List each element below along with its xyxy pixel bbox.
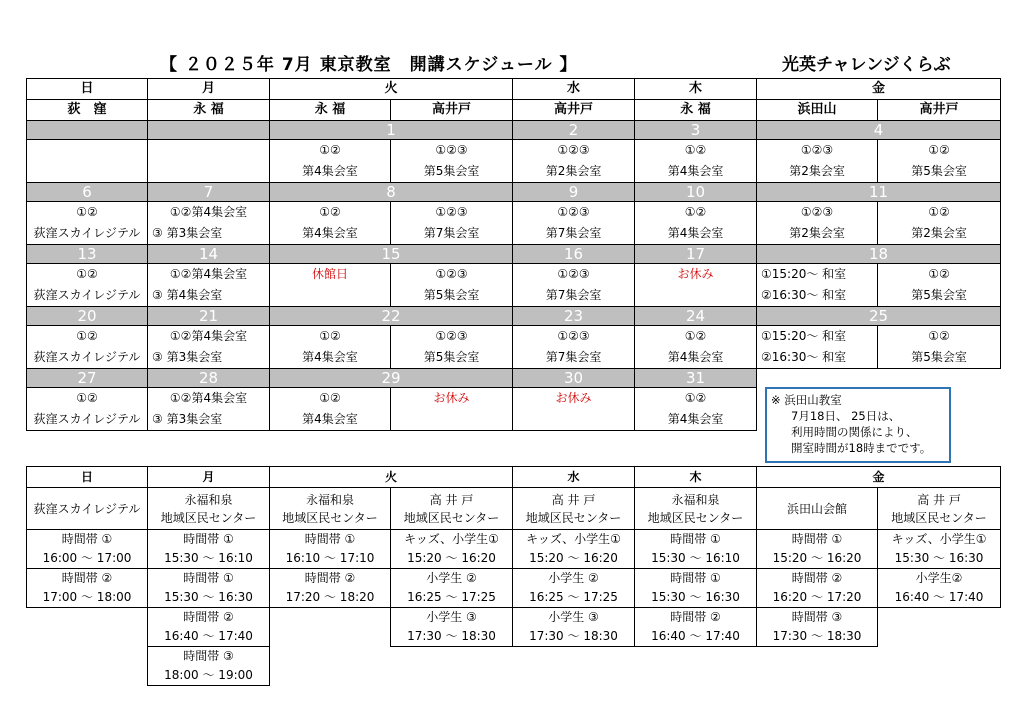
slot-cell: 小学生 ③ 17:30 ～ 18:30 bbox=[391, 608, 513, 647]
schedule-cell: ①② 荻窪スカイレジテル bbox=[27, 202, 148, 245]
schedule-cell: ①② 第2集会室 bbox=[878, 202, 1001, 245]
venue-cell: 永福和泉 地域区民センター bbox=[635, 488, 757, 530]
venue-cell: 高 井 戸 地域区民センター bbox=[513, 488, 635, 530]
closed-cell: 休館日 bbox=[270, 264, 391, 307]
day-header-sun: 日 bbox=[27, 79, 148, 100]
venue-cell: 永福和泉 地域区民センター bbox=[270, 488, 391, 530]
room-header: 浜田山 bbox=[757, 100, 878, 121]
schedule-cell: ①② 第4集会室 bbox=[635, 202, 757, 245]
date-cell: 6 bbox=[27, 183, 148, 202]
slot-cell: キッズ、小学生① 15:20 ～ 16:20 bbox=[391, 530, 513, 569]
date-row bbox=[27, 307, 1001, 326]
schedule-cell: ①② 荻窪スカイレジテル bbox=[27, 326, 148, 369]
empty-cell bbox=[878, 608, 1001, 647]
slot-cell: 時間帯 ① 15:30 ～ 16:10 bbox=[148, 530, 270, 569]
slot-cell: キッズ、小学生① 15:20 ～ 16:20 bbox=[513, 530, 635, 569]
schedule-cell: ①②③ 第7集会室 bbox=[391, 202, 513, 245]
room-header: 高井戸 bbox=[878, 100, 1001, 121]
slot-cell: 時間帯 ③ 18:00 ～ 19:00 bbox=[148, 647, 270, 686]
venue-cell: 高 井 戸 地域区民センター bbox=[878, 488, 1001, 530]
room-header: 永 福 bbox=[270, 100, 391, 121]
slot-cell: 時間帯 ① 15:30 ～ 16:10 bbox=[635, 530, 757, 569]
slot-row bbox=[27, 608, 1001, 647]
schedule-cell: ①②③ 第2集会室 bbox=[513, 140, 635, 183]
slot-cell: 時間帯 ③ 17:30 ～ 18:30 bbox=[757, 608, 878, 647]
day-header-fri: 金 bbox=[757, 467, 1001, 488]
date-cell: 14 bbox=[148, 245, 270, 264]
closed-cell: お休み bbox=[391, 388, 513, 431]
empty-cell bbox=[878, 647, 1001, 686]
day-header-mon: 月 bbox=[148, 79, 270, 100]
schedule-cell: ①②③ 第5集会室 bbox=[391, 326, 513, 369]
slot-cell: 時間帯 ① 15:30 ～ 16:30 bbox=[635, 569, 757, 608]
schedule-table bbox=[26, 78, 1001, 431]
schedule-cell: ①② 荻窪スカイレジテル bbox=[27, 264, 148, 307]
slot-cell: 時間帯 ① 15:30 ～ 16:30 bbox=[148, 569, 270, 608]
date-cell bbox=[148, 121, 270, 140]
venue-row bbox=[27, 488, 1001, 530]
empty-cell bbox=[757, 647, 878, 686]
date-cell: 16 bbox=[513, 245, 635, 264]
page-title: 【 ２０２５年 7月 東京教室 開講スケジュール 】 bbox=[160, 55, 578, 75]
venue-cell: 荻窪スカイレジテル bbox=[27, 488, 148, 530]
schedule-cell: ①② 第4集会室 bbox=[635, 326, 757, 369]
schedule-cell: ①②③ 第7集会室 bbox=[513, 264, 635, 307]
day-header-wed: 水 bbox=[513, 79, 635, 100]
slot-cell: 時間帯 ② 17:00 ～ 18:00 bbox=[27, 569, 148, 608]
slot-cell: 小学生 ② 16:25 ～ 17:25 bbox=[513, 569, 635, 608]
slot-row bbox=[27, 569, 1001, 608]
date-cell: 2 bbox=[513, 121, 635, 140]
date-row bbox=[27, 369, 1001, 388]
schedule-cell: ①②③ 第5集会室 bbox=[391, 264, 513, 307]
schedule-cell: ①②第4集会室 ③ 第4集会室 bbox=[148, 264, 270, 307]
slot-cell: 小学生 ③ 17:30 ～ 18:30 bbox=[513, 608, 635, 647]
slot-cell: 小学生 ② 16:25 ～ 17:25 bbox=[391, 569, 513, 608]
closed-cell: お休み bbox=[635, 264, 757, 307]
venue-cell: 高 井 戸 地域区民センター bbox=[391, 488, 513, 530]
date-cell: 22 bbox=[270, 307, 513, 326]
day-header-wed: 水 bbox=[513, 467, 635, 488]
date-cell: 23 bbox=[513, 307, 635, 326]
schedule-cell: ①② 荻窪スカイレジテル bbox=[27, 388, 148, 431]
schedule-cell: ①②③ 第2集会室 bbox=[757, 202, 878, 245]
date-cell: 9 bbox=[513, 183, 635, 202]
date-cell: 10 bbox=[635, 183, 757, 202]
date-cell: 13 bbox=[27, 245, 148, 264]
date-cell: 8 bbox=[270, 183, 513, 202]
date-cell: 1 bbox=[270, 121, 513, 140]
slot-cell: 時間帯 ② 16:40 ～ 17:40 bbox=[635, 608, 757, 647]
date-cell: 20 bbox=[27, 307, 148, 326]
day-header-tue: 火 bbox=[270, 467, 513, 488]
slot-cell: 時間帯 ② 17:20 ～ 18:20 bbox=[270, 569, 391, 608]
schedule-cell: ①②③ 第5集会室 bbox=[391, 140, 513, 183]
date-cell: 4 bbox=[757, 121, 1001, 140]
empty-cell bbox=[270, 647, 391, 686]
room-header: 高井戸 bbox=[513, 100, 635, 121]
schedule-cell: ①② 第5集会室 bbox=[878, 264, 1001, 307]
empty-cell bbox=[27, 608, 148, 647]
time-slot-table bbox=[26, 466, 1001, 686]
empty-cell bbox=[270, 608, 391, 647]
date-cell: 7 bbox=[148, 183, 270, 202]
schedule-cell: ①② 第4集会室 bbox=[635, 140, 757, 183]
day-header-thu: 木 bbox=[635, 467, 757, 488]
day-header-sun: 日 bbox=[27, 467, 148, 488]
room-header: 高井戸 bbox=[391, 100, 513, 121]
empty-cell bbox=[757, 369, 1001, 388]
schedule-cell: ①② 第4集会室 bbox=[635, 388, 757, 431]
slot-cell: 時間帯 ① 16:00 ～ 17:00 bbox=[27, 530, 148, 569]
day-header-tue: 火 bbox=[270, 79, 513, 100]
schedule-cell: ①②第4集会室 ③ 第3集会室 bbox=[148, 388, 270, 431]
room-header: 永 福 bbox=[148, 100, 270, 121]
slot-cell: 時間帯 ② 16:20 ～ 17:20 bbox=[757, 569, 878, 608]
time-day-header-row bbox=[27, 467, 1001, 488]
schedule-cell bbox=[148, 140, 270, 183]
room-header: 荻 窪 bbox=[27, 100, 148, 121]
schedule-cell: ①②③ 第2集会室 bbox=[757, 140, 878, 183]
date-cell: 18 bbox=[757, 245, 1001, 264]
day-header-row bbox=[27, 79, 1001, 100]
day-header-thu: 木 bbox=[635, 79, 757, 100]
schedule-row bbox=[27, 326, 1001, 369]
empty-cell bbox=[513, 647, 635, 686]
date-cell: 30 bbox=[513, 369, 635, 388]
venue-cell: 永福和泉 地域区民センター bbox=[148, 488, 270, 530]
slot-row bbox=[27, 530, 1001, 569]
slot-cell: 時間帯 ① 16:10 ～ 17:10 bbox=[270, 530, 391, 569]
schedule-cell: ①② 第4集会室 bbox=[270, 326, 391, 369]
date-cell: 25 bbox=[757, 307, 1001, 326]
schedule-cell: ①②③ 第7集会室 bbox=[513, 326, 635, 369]
date-cell: 21 bbox=[148, 307, 270, 326]
date-cell: 17 bbox=[635, 245, 757, 264]
schedule-cell: ①② 第5集会室 bbox=[878, 140, 1001, 183]
date-cell: 15 bbox=[270, 245, 513, 264]
empty-cell bbox=[391, 647, 513, 686]
slot-row bbox=[27, 647, 1001, 686]
slot-cell: 小学生② 16:40 ～ 17:40 bbox=[878, 569, 1001, 608]
empty-cell bbox=[635, 647, 757, 686]
date-cell: 24 bbox=[635, 307, 757, 326]
date-cell: 11 bbox=[757, 183, 1001, 202]
schedule-row bbox=[27, 264, 1001, 307]
schedule-cell: ①15:20～ 和室 ②16:30～ 和室 bbox=[757, 264, 878, 307]
slot-cell: キッズ、小学生① 15:30 ～ 16:30 bbox=[878, 530, 1001, 569]
date-cell: 3 bbox=[635, 121, 757, 140]
date-row bbox=[27, 121, 1001, 140]
schedule-cell: ①②③ 第7集会室 bbox=[513, 202, 635, 245]
schedule-cell: ①15:20～ 和室 ②16:30～ 和室 bbox=[757, 326, 878, 369]
schedule-cell: ①② 第4集会室 bbox=[270, 202, 391, 245]
room-header: 永 福 bbox=[635, 100, 757, 121]
schedule-cell: ①② 第4集会室 bbox=[270, 140, 391, 183]
hamadayama-note: ※ 浜田山教室 7月18日、 25日は、 利用時間の関係により、 開室時間が18時までです。 bbox=[765, 387, 951, 463]
club-name: 光英チャレンジくらぶ bbox=[782, 55, 951, 75]
schedule-row bbox=[27, 140, 1001, 183]
venue-cell: 浜田山会館 bbox=[757, 488, 878, 530]
date-row bbox=[27, 245, 1001, 264]
slot-cell: 時間帯 ① 15:20 ～ 16:20 bbox=[757, 530, 878, 569]
closed-cell: お休み bbox=[513, 388, 635, 431]
schedule-cell: ①②第4集会室 ③ 第3集会室 bbox=[148, 326, 270, 369]
slot-cell: 時間帯 ② 16:40 ～ 17:40 bbox=[148, 608, 270, 647]
date-cell: 27 bbox=[27, 369, 148, 388]
schedule-cell bbox=[27, 140, 148, 183]
date-cell: 28 bbox=[148, 369, 270, 388]
room-header-row bbox=[27, 100, 1001, 121]
schedule-cell: ①② 第5集会室 bbox=[878, 326, 1001, 369]
schedule-cell: ①②第4集会室 ③ 第3集会室 bbox=[148, 202, 270, 245]
schedule-cell: ①② 第4集会室 bbox=[270, 388, 391, 431]
day-header-fri: 金 bbox=[757, 79, 1001, 100]
date-cell: 31 bbox=[635, 369, 757, 388]
day-header-mon: 月 bbox=[148, 467, 270, 488]
empty-cell bbox=[27, 647, 148, 686]
date-row bbox=[27, 183, 1001, 202]
schedule-row bbox=[27, 202, 1001, 245]
date-cell: 29 bbox=[270, 369, 513, 388]
date-cell bbox=[27, 121, 148, 140]
